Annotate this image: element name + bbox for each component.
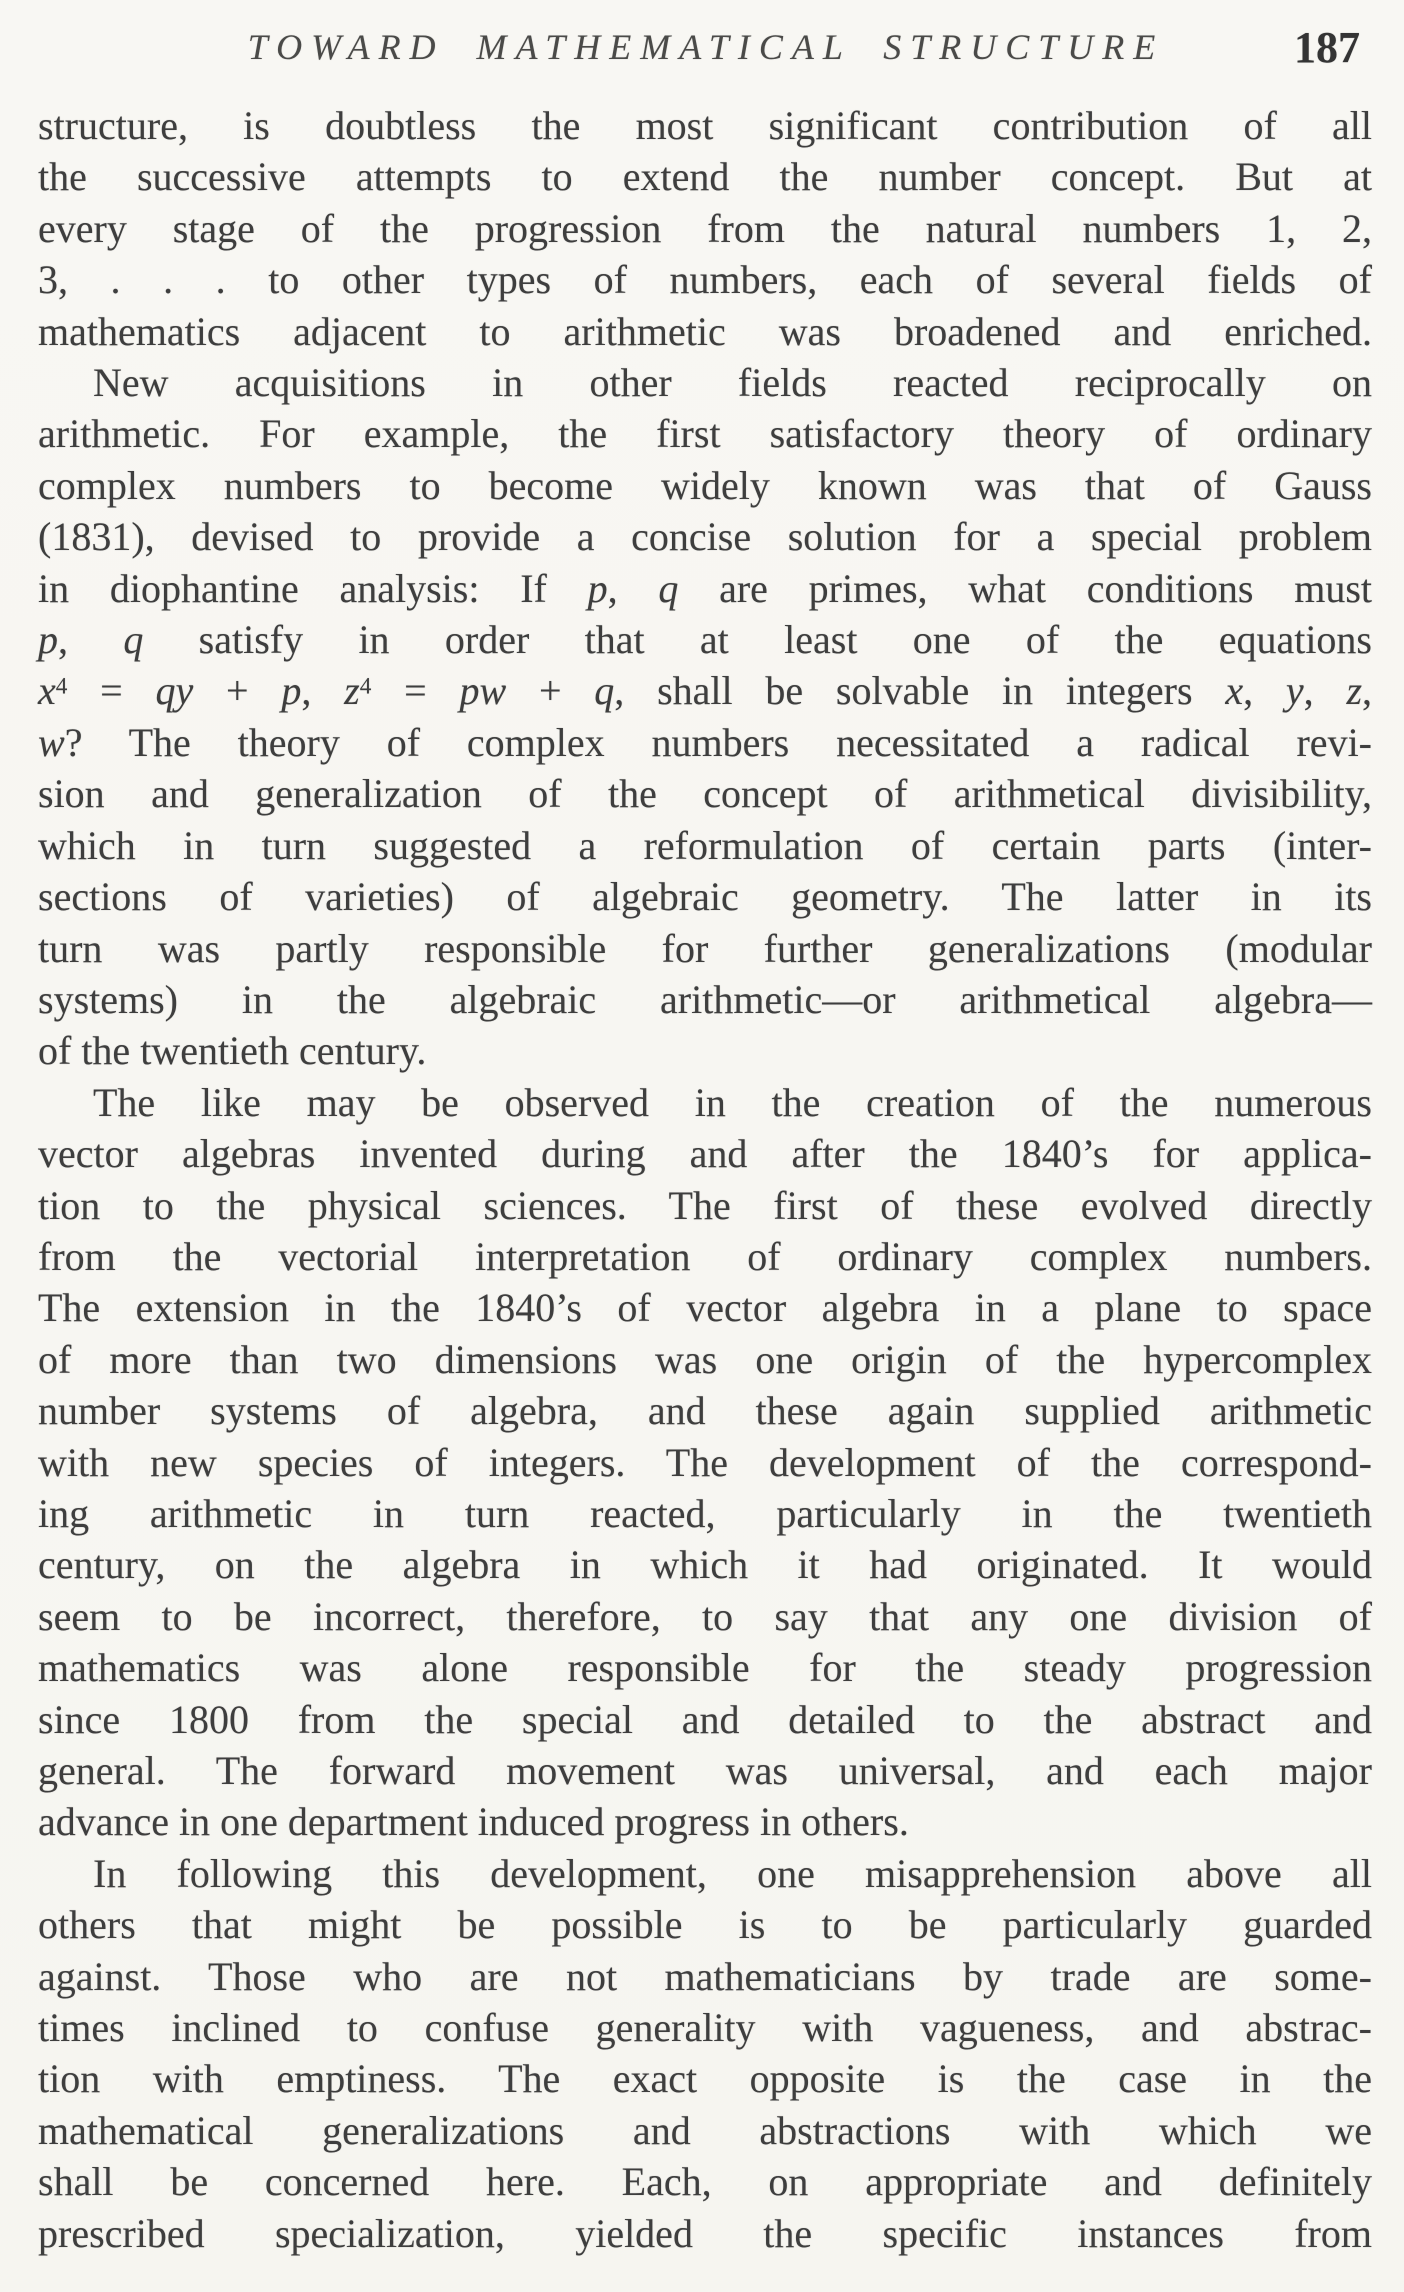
text-line: In following this development, one misapprehension above all bbox=[93, 1850, 1372, 1896]
text-line: century, on the algebra in which it had originated. It would bbox=[38, 1542, 1372, 1588]
text-line: from the vectorial interpretation of ordinary complex numbers. bbox=[38, 1233, 1372, 1279]
text-line: times inclined to confuse generality with vagueness, and abstrac- bbox=[38, 2005, 1372, 2051]
text-line: The extension in the 1840’s of vector algebra in a plane to space bbox=[38, 1285, 1372, 1331]
text-line: which in turn suggested a reformulation of certain parts (inter- bbox=[38, 822, 1372, 868]
text-line: New acquisitions in other fields reacted reciprocally on bbox=[93, 360, 1372, 406]
text-line: structure, is doubtless the most significant contribution of all bbox=[38, 103, 1372, 148]
text-line: w? The theory of complex numbers necessitated a radical revi- bbox=[38, 719, 1372, 765]
text-line: with new species of integers. The development of the correspond- bbox=[38, 1439, 1372, 1485]
text-line: (1831), devised to provide a concise solution for a special problem bbox=[38, 514, 1372, 560]
text-line: p, q satisfy in order that at least one of the equations bbox=[38, 617, 1372, 663]
text-line: others that might be possible is to be particularly guarded bbox=[38, 1902, 1372, 1948]
text-line: the successive attempts to extend the number concept. But at bbox=[38, 154, 1372, 200]
page-number: 187 bbox=[1294, 23, 1360, 72]
text-line: general. The forward movement was universal, and each major bbox=[38, 1748, 1372, 1793]
text-line: against. Those who are not mathematicians by trade are some- bbox=[38, 1953, 1372, 1999]
running-head bbox=[38, 23, 1374, 82]
text-line: mathematics adjacent to arithmetic was broadened and enriched. bbox=[38, 308, 1372, 354]
text-line: number systems of algebra, and these again supplied arithmetic bbox=[38, 1388, 1372, 1434]
text-line: tion with emptiness. The exact opposite is the case in the bbox=[38, 2056, 1372, 2102]
text-line: advance in one department induced progress in others. bbox=[38, 1799, 909, 1845]
paragraph bbox=[38, 357, 1372, 1077]
text-line: turn was partly responsible for further generalizations (modular bbox=[38, 925, 1372, 971]
text-line: of the twentieth century. bbox=[38, 1028, 427, 1074]
text-line: mathematical generalizations and abstractions with which we bbox=[38, 2107, 1372, 2153]
text-line: tion to the physical sciences. The first of these evolved directly bbox=[38, 1182, 1372, 1228]
text-line: prescribed specialization, yielded the specific instances from bbox=[38, 2210, 1372, 2256]
text-line: $x^4$ = qy + p, $z^4$ = pw + q, shall be solvable in integers x, y, z, bbox=[38, 668, 1373, 714]
paragraph bbox=[38, 100, 1372, 357]
text-line: The like may be observed in the creation of the numerous bbox=[93, 1079, 1372, 1125]
text-line: systems) in the algebraic arithmetic—or arithmetical algebra— bbox=[38, 976, 1372, 1022]
text-line: ing arithmetic in turn reacted, particularly in the twentieth bbox=[38, 1490, 1372, 1536]
running-head-title: TOWARD MATHEMATICAL STRUCTURE bbox=[247, 27, 1165, 67]
text-line: complex numbers to become widely known was that of Gauss bbox=[38, 462, 1372, 508]
text-line: every stage of the progression from the natural numbers 1, 2, bbox=[38, 205, 1372, 251]
text-line: seem to be incorrect, therefore, to say that any one division of bbox=[38, 1593, 1372, 1639]
text-line: arithmetic. For example, the first satisfactory theory of ordinary bbox=[38, 411, 1372, 457]
page-body bbox=[38, 100, 1372, 2259]
paragraph bbox=[38, 1077, 1372, 1848]
text-line: vector algebras invented during and after the 1840’s for applica- bbox=[38, 1131, 1372, 1177]
text-line: mathematics was alone responsible for the steady progression bbox=[38, 1645, 1372, 1691]
text-line: sion and generalization of the concept of arithmetical divisibility, bbox=[38, 771, 1372, 817]
text-line: since 1800 from the special and detailed to the abstract and bbox=[38, 1696, 1372, 1742]
text-line: of more than two dimensions was one origin of the hypercomplex bbox=[38, 1336, 1372, 1382]
text-line: shall be concerned here. Each, on appropriate and definitely bbox=[38, 2159, 1372, 2205]
paragraph bbox=[38, 1848, 1372, 2259]
text-line: 3, . . . to other types of numbers, each of several fields of bbox=[38, 257, 1372, 303]
text-line: in diophantine analysis: If p, q are primes, what conditions must bbox=[38, 565, 1372, 611]
text-line: sections of varieties) of algebraic geometry. The latter in its bbox=[38, 874, 1372, 920]
